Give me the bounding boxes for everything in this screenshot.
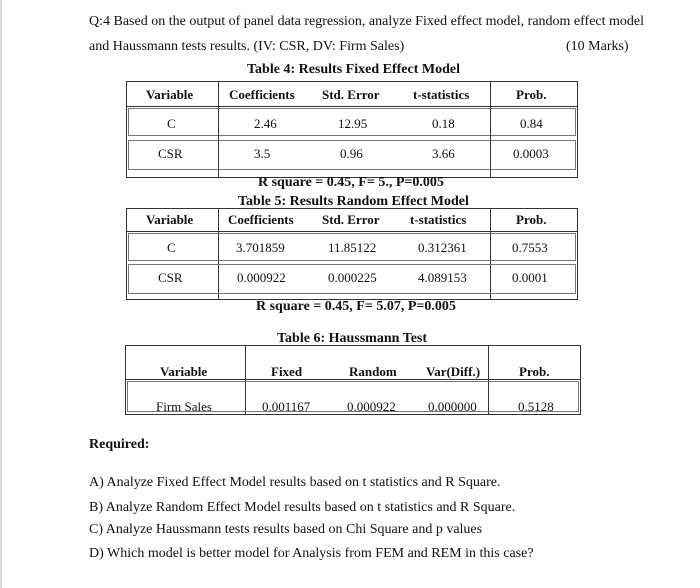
table4-header-prob: Prob. <box>516 87 547 102</box>
table6-cell: Firm Sales <box>156 399 212 414</box>
table4-cell: 0.96 <box>340 146 363 161</box>
table4-header-variable: Variable <box>146 87 194 102</box>
table4-cell: 0.0003 <box>513 146 549 161</box>
table5-header-variable: Variable <box>146 212 194 227</box>
table5-title: Table 5: Results Random Effect Model <box>238 194 469 209</box>
table4-cell: 2.46 <box>254 116 277 131</box>
table6-header-fixed: Fixed <box>271 364 303 379</box>
question-line-2: and Haussmann tests results. (IV: CSR, DV: Firm Sales) <box>89 39 405 54</box>
table5-cell: 0.7553 <box>512 240 548 255</box>
table6-cell: 0.000922 <box>347 399 396 414</box>
question-marks: (10 Marks) <box>566 39 629 54</box>
table5-cell: 4.089153 <box>418 270 467 285</box>
table5-cell: C <box>167 240 176 255</box>
table4-header-t-statistics: t-statistics <box>413 87 470 102</box>
required-item-c: C) Analyze Haussmann tests results based on Chi Square and p values <box>89 522 483 537</box>
table4-title: Table 4: Results Fixed Effect Model <box>247 62 460 77</box>
table5-summary: R square = 0.45, F= 5.07, P=0.005 <box>256 299 456 314</box>
table5-header-t-statistics: t-statistics <box>410 212 467 227</box>
question-line-1: Q:4 Based on the output of panel data regression, analyze Fixed effect model, random effect model <box>89 14 645 29</box>
required-item-a: A) Analyze Fixed Effect Model results based on t statistics and R Square. <box>89 475 501 490</box>
table6-header-random: Random <box>349 364 397 379</box>
table5-cell: 0.000922 <box>237 270 286 285</box>
table6-header-var-diff: Var(Diff.) <box>426 364 481 379</box>
table6-cell: 0.000000 <box>428 399 477 414</box>
table5-cell: 0.0001 <box>512 270 548 285</box>
required-item-d: D) Which model is better model for Analysis from FEM and REM in this case? <box>89 546 534 561</box>
table5-cell: 0.312361 <box>418 240 467 255</box>
table6-header-prob: Prob. <box>519 364 550 379</box>
page-edge <box>0 0 2 588</box>
table6-cell: 0.001167 <box>262 399 311 414</box>
table4-header-std-error: Std. Error <box>322 87 380 102</box>
table5-cell: 0.000225 <box>328 270 377 285</box>
table4-cell: C <box>167 116 176 131</box>
table4-cell: 3.5 <box>254 146 271 161</box>
table5-cell: CSR <box>158 270 183 285</box>
table4-header-coefficients: Coefficients <box>229 87 295 102</box>
table4-cell: CSR <box>158 146 183 161</box>
table5-cell: 3.701859 <box>236 240 285 255</box>
table6-header-variable: Variable <box>160 364 208 379</box>
required-item-b: B) Analyze Random Effect Model results based on t statistics and R Square. <box>89 500 516 515</box>
table5-header-std-error: Std. Error <box>322 212 380 227</box>
table5-header-coefficients: Coefficients <box>228 212 294 227</box>
table6-title: Table 6: Haussmann Test <box>277 331 428 346</box>
table4-cell: 0.84 <box>520 116 543 131</box>
table4-summary: R square = 0.45, F= 5., P=0.005 <box>258 175 444 190</box>
table4-cell: 12.95 <box>338 116 368 131</box>
table4-cell: 0.18 <box>432 116 455 131</box>
table6-cell: 0.5128 <box>518 399 554 414</box>
required-heading: Required: <box>89 437 150 452</box>
table4-cell: 3.66 <box>432 146 455 161</box>
table5-cell: 11.85122 <box>328 240 377 255</box>
table5-header-prob: Prob. <box>516 212 547 227</box>
